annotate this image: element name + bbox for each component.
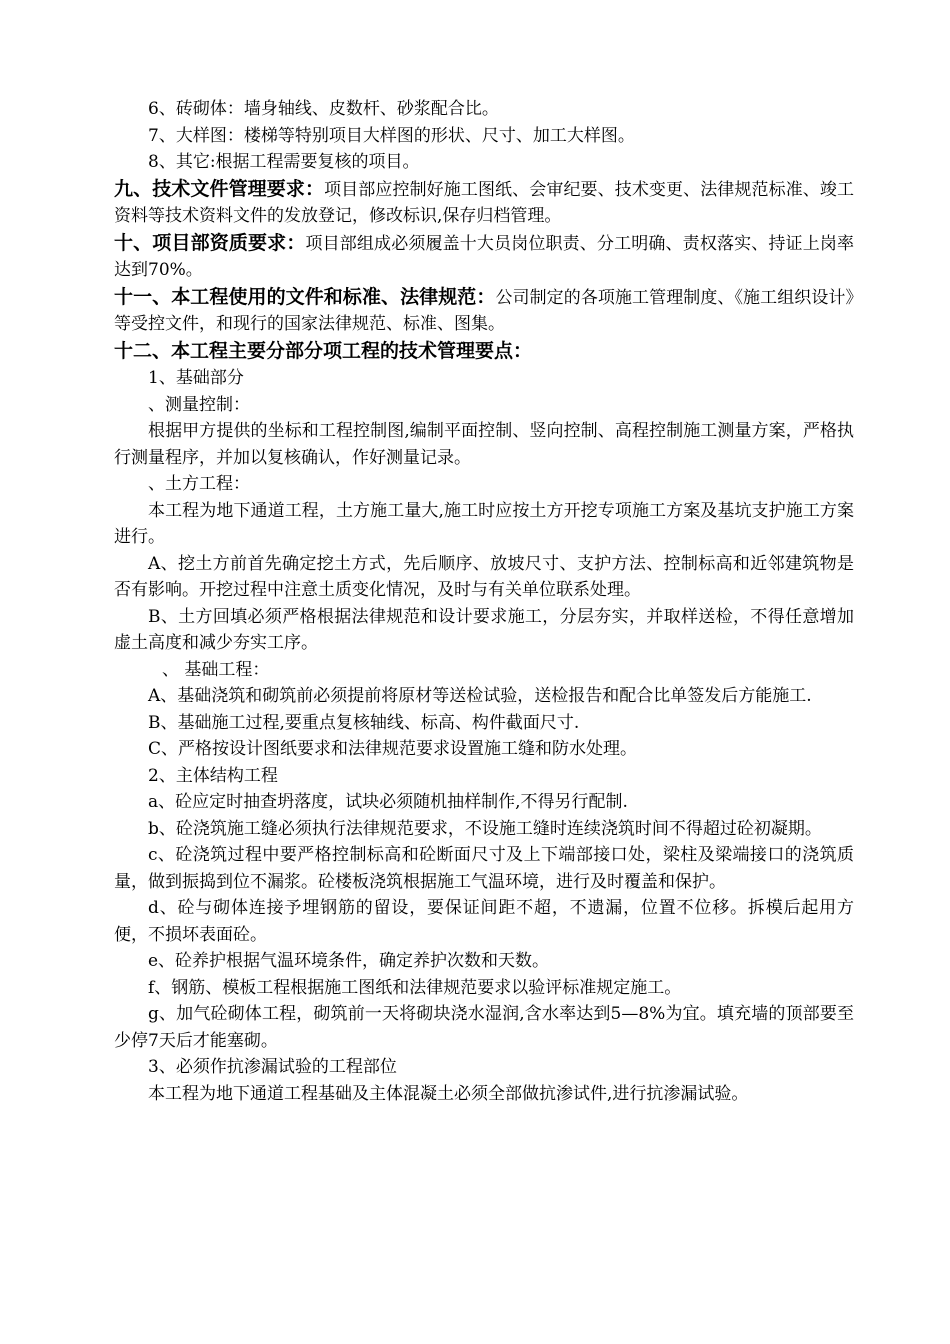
text-line: 本工程为地下通道工程基础及主体混凝土必须全部做抗渗试件,进行抗渗漏试验。: [148, 1083, 749, 1104]
section-body: 项目部应控制好施工图纸、会审纪要、技术变更、法律规范标准、竣工资料等技术资料文件的发放登记，修改标识,保存归档管理。: [114, 179, 854, 226]
text-line: f、钢筋、模板工程根据施工图纸和法律规范要求以验评标准规定施工。: [148, 977, 682, 998]
paragraph: d、砼与砌体连接予埋钢筋的留设，要保证间距不超，不遗漏，位置不位移。拆模后起用方便，不损坏表面砼。: [114, 898, 854, 945]
text-line: a、砼应定时抽查坍落度，试块必须随机抽样制作,不得另行配制.: [148, 792, 628, 812]
section-heading: 十、项目部资质要求：: [114, 231, 306, 254]
text-line: 1、基础部分: [148, 368, 244, 388]
document-page: [114, 96, 854, 1107]
paragraph: A、基础浇筑和砌筑前必须提前将原材等送检试验，送检报告和配合比单签发后方能施工.: [148, 686, 812, 706]
text-line: 8、其它:根据工程需要复核的项目。: [148, 152, 420, 172]
text-line: 、 基础工程：: [162, 659, 270, 680]
text-line: 2、主体结构工程: [148, 765, 278, 786]
section-body: 项目部组成必须履盖十大员岗位职责、分工明确、责权落实、持证上岗率达到70%。: [114, 233, 854, 280]
section-11: [114, 284, 854, 338]
text-line: 3、必须作抗渗漏试验的工程部位: [148, 1057, 397, 1077]
section-10: [114, 230, 854, 284]
text-line: 7、大样图：楼梯等特别项目大样图的形状、尺寸、加工大样图。: [148, 125, 635, 146]
text-line: 、土方工程：: [148, 474, 250, 494]
paragraph: 根据甲方提供的坐标和工程控制图,编制平面控制、竖向控制、高程控制施工测量方案，严格执行测量程序，并加以复核确认，作好测量记录。: [114, 421, 854, 468]
section-heading: 九、技术文件管理要求：: [114, 177, 325, 200]
paragraph: b、砼浇筑施工缝必须执行法律规范要求，不设施工缝时连续浇筑时间不得超过砼初凝期。: [148, 818, 822, 839]
text-line: e、砼养护根据气温环境条件，确定养护次数和天数。: [148, 951, 550, 971]
paragraph: 本工程为地下通道工程，土方施工量大,施工时应按土方开挖专项施工方案及基坑支护施工方案进行。: [114, 500, 854, 547]
text-line: C、严格按设计图纸要求和法律规范要求设置施工缝和防水处理。: [148, 739, 638, 759]
paragraph: c、砼浇筑过程中要严格控制标高和砼断面尺寸及上下端部接口处，梁柱及梁端接口的浇筑质量，做到振捣到位不漏浆。砼楼板浇筑根据施工气温环境，进行及时覆盖和保护。: [114, 845, 854, 892]
text-line: 6、砖砌体：墙身轴线、皮数杆、砂浆配合比。: [148, 99, 499, 119]
paragraph: g、加气砼砌体工程，砌筑前一天将砌块浇水湿润,含水率达到5—8%为宜。填充墙的顶部要至少停7天后才能塞砌。: [114, 1004, 854, 1051]
paragraph: A、挖土方前首先确定挖土方式，先后顺序、放坡尺寸、支护方法、控制标高和近邻建筑物是否有影响。开挖过程中注意土质变化情况，及时与有关单位联系处理。: [114, 553, 854, 600]
section-9: [114, 176, 854, 230]
paragraph: B、土方回填必须严格根据法律规范和设计要求施工，分层夯实，并取样送检，不得任意增加虚土高度和减少夯实工序。: [114, 606, 854, 653]
section-12: [114, 338, 854, 366]
section-heading: 十二、本工程主要分部分项工程的技术管理要点：: [114, 339, 533, 362]
section-body: 公司制定的各项施工管理制度、《施工组织设计》等受控文件，和现行的国家法律规范、标准、图集。: [114, 287, 854, 334]
text-line: B、基础施工过程,要重点复核轴线、标高、构件截面尺寸.: [148, 712, 580, 733]
text-line: 、测量控制：: [148, 394, 250, 415]
section-heading: 十一、本工程使用的文件和标准、法律规范：: [114, 285, 496, 308]
